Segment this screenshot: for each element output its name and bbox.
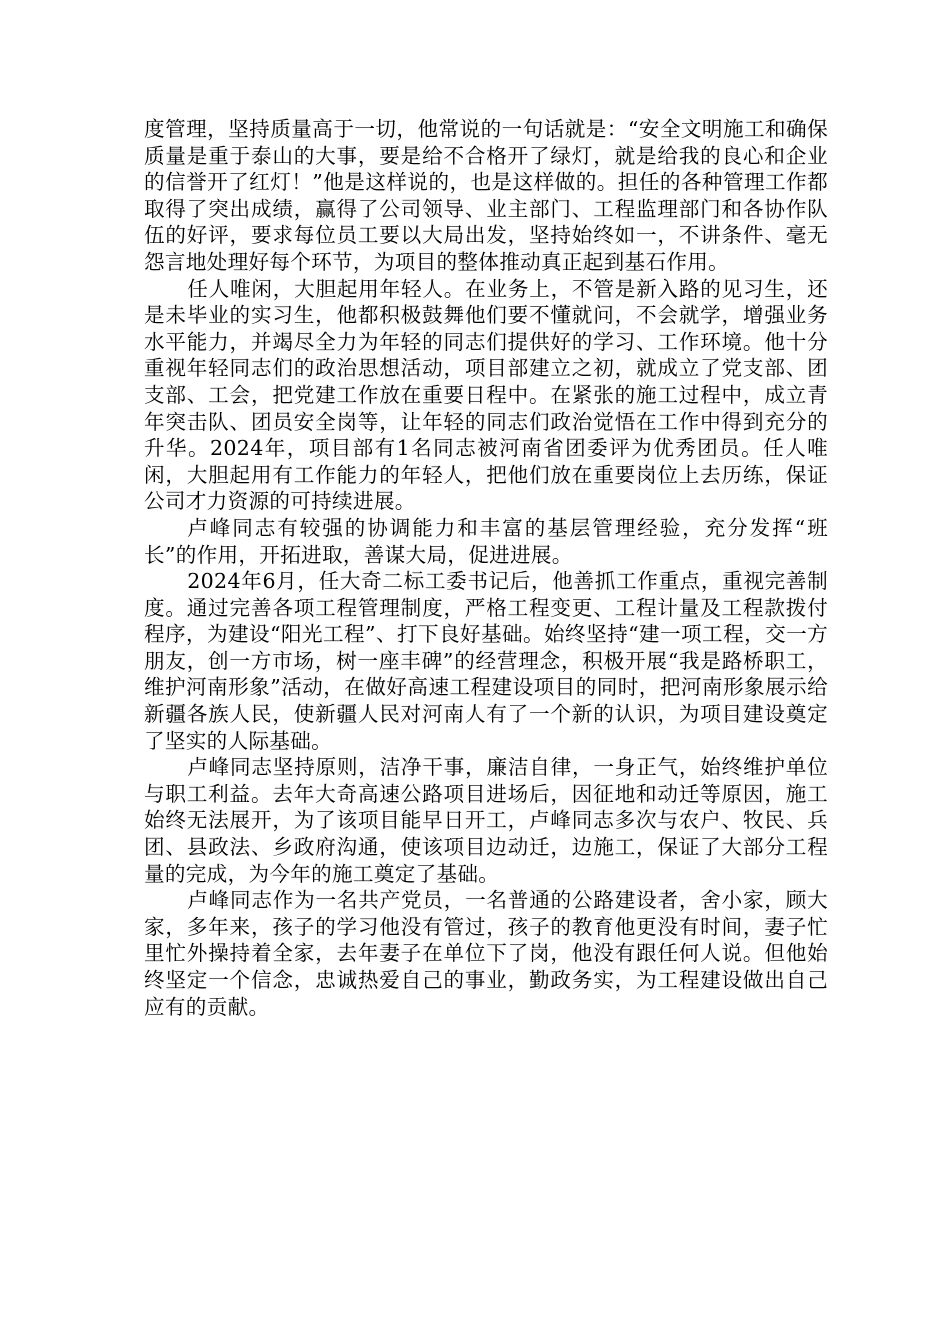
paragraph-continued: 度管理，坚持质量高于一切，他常说的一句话就是：“安全文明施工和确保质量是重于泰山的大事，要是给不合格开了绿灯，就是给我的良心和企业的信誉开了红灯！”他是这样说的，也是这样做的。担任的各种管理工作都取得了突出成绩，赢得了公司领导、业主部门、工程监理部门和各协作队伍的好评，要求每位员工要以大局出发，坚持始终如一，不讲条件、毫无怨言地处理好每个环节，为项目的整体推动真正起到基石作用。 [144, 117, 828, 274]
paragraph: 卢峰同志作为一名共产党员，一名普通的公路建设者，舍小家，顾大家，多年来，孩子的学习他没有管过，孩子的教育他更没有时间，妻子忙里忙外操持着全家，去年妻子在单位下了岗，他没有跟任何人说。但他始终坚定一个信念，忠诚热爱自己的事业，勤政务实，为工程建设做出自己应有的贡献。 [144, 888, 828, 1019]
paragraph: 任人唯闲，大胆起用年轻人。在业务上，不管是新入路的见习生，还是未毕业的实习生，他都积极鼓舞他们要不懂就问，不会就学，增强业务水平能力，并竭尽全力为年轻的同志们提供好的学习、工作环境。他十分重视年轻同志们的政治思想活动，项目部建立之初，就成立了党支部、团支部、工会，把党建工作放在重要日程中。在紧张的施工过程中，成立青年突击队、团员安全岗等，让年轻的同志们政治觉悟在工作中得到充分的升华。2024年，项目部有1名同志被河南省团委评为优秀团员。任人唯闲，大胆起用有工作能力的年轻人，把他们放在重要岗位上去历练，保证公司才力资源的可持续进展。 [144, 276, 828, 514]
document-body [144, 116, 828, 1020]
paragraph: 卢峰同志坚持原则，洁净干事，廉洁自律，一身正气，始终维护单位与职工利益。去年大奇高速公路项目进场后，因征地和动迁等原因，施工始终无法展开，为了该项目能早日开工，卢峰同志多次与农户、牧民、兵团、县政法、乡政府沟通，使该项目边动迁，边施工，保证了大部分工程量的完成，为今年的施工奠定了基础。 [144, 755, 828, 886]
paragraph: 卢峰同志有较强的协调能力和丰富的基层管理经验，充分发挥“班长”的作用，开拓进取，善谋大局，促进进展。 [144, 515, 828, 567]
paragraph: 2024年6月，任大奇二标工委书记后，他善抓工作重点，重视完善制度。通过完善各项工程管理制度，严格工程变更、工程计量及工程款拨付程序，为建设“阳光工程”、打下良好基础。始终坚持“建一项工程，交一方朋友，创一方市场，树一座丰碑”的经营理念，积极开展“我是路桥职工，维护河南形象”活动，在做好高速工程建设项目的同时，把河南形象展示给新疆各族人民，使新疆人民对河南人有了一个新的认识，为项目建设奠定了坚实的人际基础。 [144, 569, 828, 753]
